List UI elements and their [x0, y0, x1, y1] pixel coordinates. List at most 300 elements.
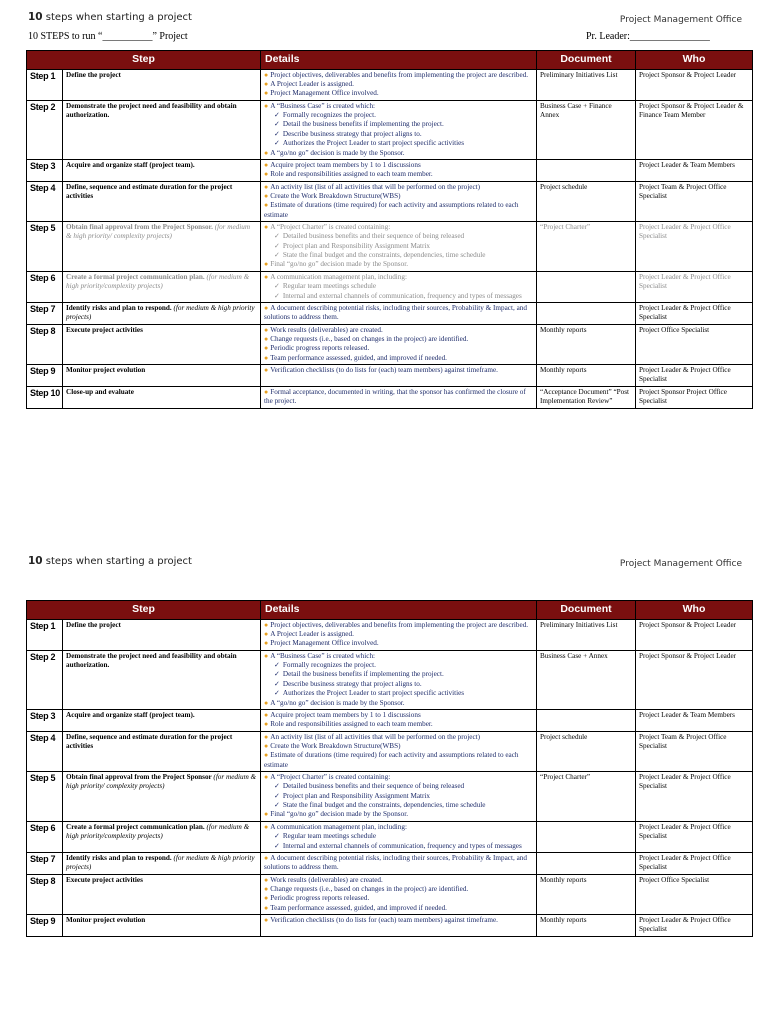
step-details [261, 69, 537, 100]
detail-bullet [264, 904, 533, 913]
step-number: Step 10 [27, 386, 63, 408]
detail-bullet [264, 639, 533, 648]
detail-check-item [264, 251, 533, 260]
step-details [261, 159, 537, 181]
step-number: Step 9 [27, 915, 63, 937]
detail-text: Regular team meetings schedule [282, 282, 377, 291]
table-row [27, 731, 753, 771]
detail-text: Role and responsibilities assigned to each team member. [270, 720, 433, 729]
header-document: Document [537, 51, 636, 70]
detail-text: Role and responsibilities assigned to each team member. [270, 170, 433, 179]
step-title: Define the project [66, 620, 121, 629]
step-number: Step 8 [27, 324, 63, 364]
bullet-icon: ● [264, 272, 269, 281]
bullet-icon: ● [264, 916, 269, 925]
detail-text: Verification checklists (to do lists for (each) team members) against timeframe. [270, 366, 498, 375]
steps-to-run-line: 10 STEPS to run “__________” Project [28, 31, 188, 42]
header-step: Step [27, 601, 261, 620]
step-name [63, 650, 261, 709]
bullet-icon: ● [264, 810, 269, 819]
bullet-icon: ● [264, 170, 269, 179]
detail-text: Regular team meetings schedule [282, 832, 377, 841]
detail-bullet [264, 810, 533, 819]
detail-bullet [264, 711, 533, 720]
step-details [261, 100, 537, 159]
detail-text: An activity list (list of all activities that will be performed on the project) [270, 182, 481, 191]
step-document [537, 709, 636, 731]
step-number: Step 6 [27, 821, 63, 852]
detail-check-item [264, 111, 533, 120]
checkmark-icon: ✓ [274, 251, 280, 260]
step-name [63, 619, 261, 650]
table-row [27, 365, 753, 387]
step-title: Acquire and organize staff (project team). [66, 710, 195, 719]
checkmark-icon: ✓ [274, 679, 280, 688]
header-document: Document [537, 601, 636, 620]
step-name [63, 821, 261, 852]
bullet-icon: ● [264, 698, 269, 707]
detail-text: Describe business strategy that project aligns to. [282, 129, 422, 138]
detail-bullet [264, 630, 533, 639]
checkmark-icon: ✓ [274, 282, 280, 291]
bullet-icon: ● [264, 639, 269, 648]
step-document: “Project Charter” [537, 772, 636, 822]
detail-bullet [264, 170, 533, 179]
detail-bullet [264, 699, 533, 708]
detail-text: Authorizes the Project Leader to start project specific activities [282, 689, 465, 698]
step-number: Step 5 [27, 772, 63, 822]
step-document: Project schedule [537, 731, 636, 771]
detail-text: Project plan and Responsibility Assignment Matrix [282, 241, 431, 250]
step-who: Project Sponsor & Project Leader [636, 69, 753, 100]
detail-check-item [264, 842, 533, 851]
bullet-icon: ● [264, 387, 269, 396]
detail-bullet [264, 742, 533, 751]
step-details [261, 271, 537, 302]
detail-text: State the final budget and the constraints, dependencies, time schedule [282, 251, 486, 260]
bullet-icon: ● [264, 303, 269, 312]
detail-bullet [264, 885, 533, 894]
detail-text: Project Management Office involved. [270, 89, 379, 98]
step-title: Execute project activities [66, 325, 143, 334]
bullet-icon: ● [264, 894, 269, 903]
detail-text: Formally recognizes the project. [282, 111, 376, 120]
checkmark-icon: ✓ [274, 832, 280, 841]
detail-bullet [264, 894, 533, 903]
step-number: Step 4 [27, 731, 63, 771]
step-who: Project Leader & Project Office Specialist [636, 271, 753, 302]
detail-bullet [264, 183, 533, 192]
step-document: Preliminary Initiatives List [537, 69, 636, 100]
checkmark-icon: ✓ [274, 120, 280, 129]
step-details [261, 731, 537, 771]
step-document [537, 159, 636, 181]
detail-text: Project plan and Responsibility Assignment Matrix [282, 791, 431, 800]
step-title: Monitor project evolution [66, 916, 146, 925]
step-who: Project Sponsor & Project Leader [636, 650, 753, 709]
step-details [261, 302, 537, 324]
detail-check-item [264, 792, 533, 801]
step-document: Monthly reports [537, 874, 636, 914]
checkmark-icon: ✓ [274, 111, 280, 120]
checkmark-icon: ✓ [274, 232, 280, 241]
bullet-icon: ● [264, 853, 269, 862]
step-details [261, 386, 537, 408]
table-row [27, 159, 753, 181]
detail-bullet [264, 621, 533, 630]
detail-bullet [264, 192, 533, 201]
checkmark-icon: ✓ [274, 801, 280, 810]
office-name: Project Management Office [619, 559, 742, 569]
detail-bullet [264, 854, 533, 873]
detail-check-item [264, 120, 533, 129]
detail-text: Describe business strategy that project aligns to. [282, 679, 422, 688]
checkmark-icon: ✓ [274, 841, 280, 850]
bullet-icon: ● [264, 741, 269, 750]
detail-check-item [264, 801, 533, 810]
step-details [261, 709, 537, 731]
step-number: Step 1 [27, 69, 63, 100]
detail-bullet [264, 80, 533, 89]
detail-text: A document describing potential risks, including their sources, Probability & Impact, and solutions to address them. [264, 303, 527, 322]
step-name [63, 772, 261, 822]
document-title: 10 steps when starting a project [28, 11, 192, 23]
detail-text: Verification checklists (to do lists for (each) team members) against timeframe. [270, 916, 498, 925]
bullet-icon: ● [264, 182, 269, 191]
step-name [63, 386, 261, 408]
detail-text: Change requests (i.e., based on changes in the project) are identified. [270, 334, 469, 343]
step-details [261, 222, 537, 272]
detail-check-item [264, 689, 533, 698]
step-name [63, 69, 261, 100]
bullet-icon: ● [264, 884, 269, 893]
table-row [27, 181, 753, 221]
table-row [27, 709, 753, 731]
detail-text: Detail the business benefits if implementing the project. [282, 120, 444, 129]
step-who: Project Team & Project Office Specialist [636, 181, 753, 221]
bullet-icon: ● [264, 160, 269, 169]
detail-text: Work results (deliverables) are created. [270, 325, 383, 334]
step-number: Step 6 [27, 271, 63, 302]
detail-text: Work results (deliverables) are created. [270, 875, 383, 884]
step-details [261, 821, 537, 852]
detail-text: Formal acceptance, documented in writing, that the sponsor has confirmed the closure of the project. [264, 387, 526, 406]
step-document [537, 271, 636, 302]
step-who: Project Leader & Project Office Specialist [636, 852, 753, 874]
detail-text: A communication management plan, including: [270, 822, 407, 831]
detail-text: Periodic progress reports released. [270, 344, 370, 353]
detail-text: Detailed business benefits and their sequence of being released [282, 782, 465, 791]
bullet-icon: ● [264, 325, 269, 334]
detail-text: A Project Leader is assigned. [270, 80, 354, 88]
checkmark-icon: ✓ [274, 661, 280, 670]
detail-bullet [264, 223, 533, 232]
bullet-icon: ● [264, 201, 269, 210]
step-name [63, 222, 261, 272]
step-details [261, 324, 537, 364]
step-number: Step 7 [27, 852, 63, 874]
header-who: Who [636, 51, 753, 70]
step-title: Identify risks and plan to respond. [66, 853, 172, 862]
detail-check-item [264, 130, 533, 139]
detail-text: A “Business Case” is created which: [270, 101, 376, 110]
step-title: Demonstrate the project need and feasibility and obtain authorization. [66, 101, 237, 120]
step-document: Business Case + Finance Annex [537, 100, 636, 159]
detail-check-item [264, 139, 533, 148]
step-who: Project Leader & Project Office Specialist [636, 302, 753, 324]
detail-text: Acquire project team members by 1 to 1 discussions [270, 160, 421, 169]
detail-text: Detail the business benefits if implementing the project. [282, 670, 444, 679]
step-who: Project Leader & Project Office Specialist [636, 915, 753, 937]
bullet-icon: ● [264, 732, 269, 741]
detail-text: Change requests (i.e., based on changes in the project) are identified. [270, 884, 469, 893]
detail-bullet [264, 751, 533, 770]
table-row [27, 271, 753, 302]
detail-bullet [264, 876, 533, 885]
detail-check-item [264, 242, 533, 251]
step-number: Step 3 [27, 159, 63, 181]
document-page-2 [0, 545, 768, 934]
detail-bullet [264, 823, 533, 832]
checkmark-icon: ✓ [274, 782, 280, 791]
step-name [63, 100, 261, 159]
step-who: Project Leader & Project Office Specialist [636, 222, 753, 272]
detail-text: A “Project Charter” is created containing: [270, 223, 391, 232]
detail-bullet [264, 773, 533, 782]
table-row [27, 69, 753, 100]
step-name [63, 159, 261, 181]
document-title: 10 steps when starting a project [28, 555, 192, 567]
bullet-icon: ● [264, 101, 269, 110]
step-document: Business Case + Annex [537, 650, 636, 709]
detail-bullet [264, 71, 533, 80]
header-details: Details [261, 51, 537, 70]
table-row [27, 772, 753, 822]
step-document [537, 821, 636, 852]
detail-text: A document describing potential risks, including their sources, Probability & Impact, and solutions to address them. [264, 853, 527, 872]
table-row [27, 222, 753, 272]
step-name [63, 271, 261, 302]
step-number: Step 1 [27, 619, 63, 650]
step-who: Project Sponsor & Project Leader [636, 619, 753, 650]
detail-text: Create the Work Breakdown Structure(WBS) [270, 191, 401, 200]
detail-bullet [264, 366, 533, 375]
page-header [0, 545, 768, 581]
detail-bullet [264, 304, 533, 323]
table-row [27, 324, 753, 364]
step-title: Define, sequence and estimate duration for the project activities [66, 182, 233, 200]
detail-text: Estimate of durations (time required) for each activity and assumptions related to each estimate [264, 751, 519, 769]
step-number: Step 5 [27, 222, 63, 272]
step-name [63, 874, 261, 914]
step-document: Monthly reports [537, 365, 636, 387]
detail-text: Internal and external channels of communication, frequency and types of messages [282, 841, 522, 850]
step-name [63, 731, 261, 771]
bullet-icon: ● [264, 223, 269, 232]
checkmark-icon: ✓ [274, 241, 280, 250]
checkmark-icon: ✓ [274, 139, 280, 148]
detail-bullet [264, 161, 533, 170]
table-row [27, 302, 753, 324]
detail-bullet [264, 652, 533, 661]
step-document [537, 852, 636, 874]
step-who: Project Leader & Project Office Specialist [636, 772, 753, 822]
steps-table [26, 600, 753, 937]
step-document: Monthly reports [537, 324, 636, 364]
bullet-icon: ● [264, 260, 269, 269]
detail-text: State the final budget and the constraints, dependencies, time schedule [282, 801, 486, 810]
step-document: “Project Charter” [537, 222, 636, 272]
detail-text: A “Business Case” is created which: [270, 651, 376, 660]
step-who: Project Leader & Team Members [636, 709, 753, 731]
step-number: Step 2 [27, 100, 63, 159]
step-document [537, 302, 636, 324]
detail-text: Final “go/no go” decision made by the Sponsor. [270, 260, 408, 269]
step-name [63, 302, 261, 324]
step-who: Project Leader & Project Office Specialist [636, 821, 753, 852]
bullet-icon: ● [264, 353, 269, 362]
bullet-icon: ● [264, 751, 269, 760]
bullet-icon: ● [264, 366, 269, 375]
detail-bullet [264, 354, 533, 363]
detail-text: Create the Work Breakdown Structure(WBS) [270, 741, 401, 750]
table-row [27, 386, 753, 408]
detail-text: An activity list (list of all activities that will be performed on the project) [270, 732, 481, 741]
detail-bullet [264, 201, 533, 220]
bullet-icon: ● [264, 344, 269, 353]
bullet-icon: ● [264, 710, 269, 719]
step-document: Monthly reports [537, 915, 636, 937]
detail-check-item [264, 282, 533, 291]
step-name [63, 324, 261, 364]
step-name [63, 915, 261, 937]
detail-bullet [264, 344, 533, 353]
step-details [261, 181, 537, 221]
detail-bullet [264, 260, 533, 269]
step-title: Define, sequence and estimate duration for the project activities [66, 732, 233, 750]
detail-text: Final “go/no go” decision made by the Sponsor. [270, 810, 408, 819]
step-number: Step 3 [27, 709, 63, 731]
step-name [63, 365, 261, 387]
detail-bullet [264, 335, 533, 344]
detail-text: Team performance assessed, guided, and improved if needed. [270, 353, 447, 362]
detail-check-item [264, 292, 533, 301]
step-title: Obtain final approval from the Project Sponsor. [66, 223, 213, 232]
checkmark-icon: ✓ [274, 129, 280, 138]
detail-bullet [264, 388, 533, 407]
detail-check-item [264, 782, 533, 791]
table-row [27, 915, 753, 937]
table-header-row [27, 601, 753, 620]
page-header [0, 0, 768, 42]
step-details [261, 874, 537, 914]
detail-bullet [264, 916, 533, 925]
bullet-icon: ● [264, 80, 269, 88]
detail-bullet [264, 720, 533, 729]
step-qualifier: (for medium & high priority/complexity projects) [66, 272, 250, 291]
step-title: Acquire and organize staff (project team). [66, 160, 195, 169]
detail-text: A Project Leader is assigned. [270, 630, 354, 638]
bullet-icon: ● [264, 89, 269, 98]
header-step: Step [27, 51, 261, 70]
step-document: Project schedule [537, 181, 636, 221]
detail-text: Acquire project team members by 1 to 1 discussions [270, 710, 421, 719]
step-number: Step 7 [27, 302, 63, 324]
bullet-icon: ● [264, 620, 269, 629]
bullet-icon: ● [264, 630, 269, 638]
detail-check-item [264, 232, 533, 241]
step-number: Step 8 [27, 874, 63, 914]
detail-bullet [264, 273, 533, 282]
step-title: Execute project activities [66, 875, 143, 884]
step-details [261, 915, 537, 937]
step-title: Define the project [66, 70, 121, 79]
detail-text: Project objectives, deliverables and benefits from implementing the project are described. [270, 70, 529, 79]
step-title: Monitor project evolution [66, 366, 146, 375]
bullet-icon: ● [264, 191, 269, 200]
detail-check-item [264, 670, 533, 679]
step-number: Step 2 [27, 650, 63, 709]
detail-text: Team performance assessed, guided, and improved if needed. [270, 903, 447, 912]
detail-text: Estimate of durations (time required) for each activity and assumptions related to each estimate [264, 201, 519, 219]
table-row [27, 852, 753, 874]
project-leader-line: Pr. Leader:________________ [586, 31, 710, 42]
step-title: Close-up and evaluate [66, 387, 134, 396]
step-number: Step 4 [27, 181, 63, 221]
step-title: Create a formal project communication plan. [66, 822, 205, 831]
table-header-row [27, 51, 753, 70]
step-details [261, 650, 537, 709]
detail-text: Authorizes the Project Leader to start project specific activities [282, 139, 465, 148]
detail-check-item [264, 680, 533, 689]
bullet-icon: ● [264, 720, 269, 729]
step-who: Project Sponsor Project Office Specialist [636, 386, 753, 408]
step-title: Obtain final approval from the Project Sponsor [66, 773, 212, 782]
detail-check-item [264, 661, 533, 670]
detail-text: A “go/no go” decision is made by the Sponsor. [270, 698, 405, 707]
step-qualifier: (for medium & high priority/ complexity projects) [66, 773, 257, 791]
office-name: Project Management Office [619, 15, 742, 25]
step-who: Project Leader & Project Office Specialist [636, 365, 753, 387]
detail-text: Internal and external channels of communication, frequency and types of messages [282, 291, 522, 300]
detail-text: A “Project Charter” is created containing: [270, 773, 391, 782]
step-who: Project Sponsor & Project Leader & Finance Team Member [636, 100, 753, 159]
header-details: Details [261, 601, 537, 620]
step-name [63, 709, 261, 731]
bullet-icon: ● [264, 875, 269, 884]
detail-text: A communication management plan, including: [270, 272, 407, 281]
table-row [27, 874, 753, 914]
bullet-icon: ● [264, 903, 269, 912]
step-number: Step 9 [27, 365, 63, 387]
step-name [63, 852, 261, 874]
table-row [27, 650, 753, 709]
step-qualifier: (for medium & high priority/ complexity projects) [66, 223, 251, 241]
detail-bullet [264, 89, 533, 98]
checkmark-icon: ✓ [274, 791, 280, 800]
table-row [27, 619, 753, 650]
step-title: Demonstrate the project need and feasibility and obtain authorization. [66, 651, 237, 670]
step-title: Identify risks and plan to respond. [66, 303, 172, 312]
table-row [27, 100, 753, 159]
step-document: Preliminary Initiatives List [537, 619, 636, 650]
detail-check-item [264, 832, 533, 841]
step-who: Project Office Specialist [636, 874, 753, 914]
table-row [27, 821, 753, 852]
step-details [261, 365, 537, 387]
detail-text: Periodic progress reports released. [270, 894, 370, 903]
step-who: Project Office Specialist [636, 324, 753, 364]
